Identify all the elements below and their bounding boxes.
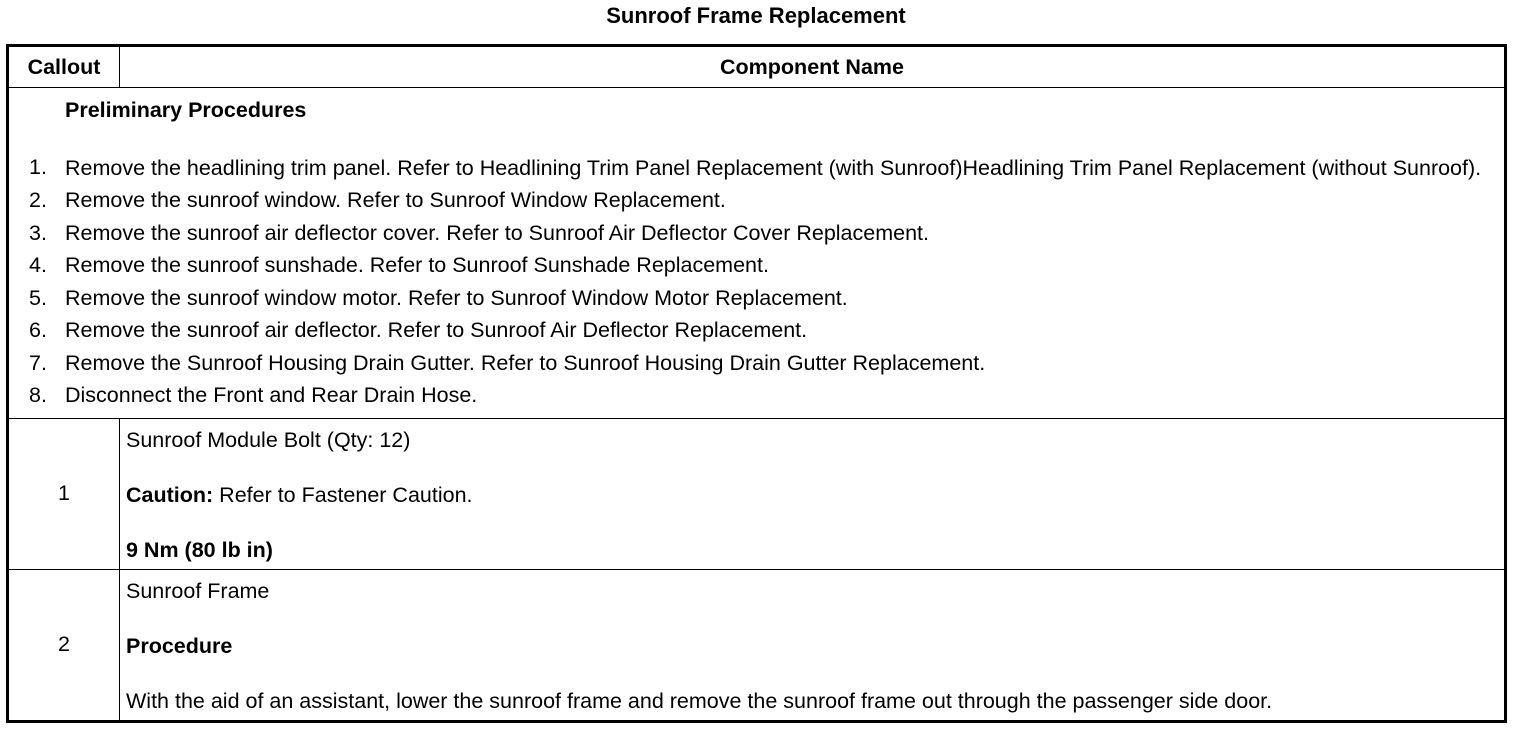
step-text: Disconnect the Front and Rear Drain Hose. xyxy=(65,383,478,407)
step-number: 7. xyxy=(29,350,47,375)
step-number: 6. xyxy=(29,318,47,342)
table-row xyxy=(8,418,1506,569)
table-header-row xyxy=(8,46,1506,88)
procedure-label: Procedure xyxy=(126,633,233,658)
caution-label: Caution: xyxy=(126,482,214,507)
step-number: 1. xyxy=(29,155,47,179)
step-number: 2. xyxy=(29,188,47,212)
callout-number: 1 xyxy=(8,418,120,569)
step-text: Remove the Sunroof Housing Drain Gutter. Refer to Sunroof Housing Drain Gutter Replacement. xyxy=(65,350,986,375)
step-number: 8. xyxy=(29,383,47,407)
step-text: Remove the sunroof air deflector. Refer to Sunroof Air Deflector Replacement. xyxy=(65,318,808,342)
callout-header: Callout xyxy=(8,46,120,88)
step-number: 3. xyxy=(29,220,47,245)
step-number: 5. xyxy=(29,285,47,310)
list-item xyxy=(29,217,1494,250)
torque-spec: 9 Nm (80 lb in) xyxy=(126,537,273,562)
list-item xyxy=(29,249,1494,282)
component-cell xyxy=(120,569,1506,721)
list-item xyxy=(29,151,1494,184)
caution-text: Refer to Fastener Caution. xyxy=(213,482,473,507)
preliminary-heading: Preliminary Procedures xyxy=(65,98,307,122)
list-item xyxy=(29,347,1494,380)
callout-number: 2 xyxy=(8,569,120,721)
procedure-text: With the aid of an assistant, lower the sunroof frame and remove the sunroof frame out through the passenger side door. xyxy=(126,688,1273,713)
preliminary-steps-list xyxy=(29,151,1494,412)
list-item xyxy=(29,184,1494,217)
table-row xyxy=(8,569,1506,721)
component-name: Sunroof Frame xyxy=(126,578,270,603)
step-text: Remove the headlining trim panel. Refer to Headlining Trim Panel Replacement (with Sunroof)Headlining Trim Panel Replacement (without Sunroof). xyxy=(65,156,1482,180)
preliminary-row xyxy=(8,88,1506,419)
list-item xyxy=(29,379,1494,412)
step-text: Remove the sunroof sunshade. Refer to Sunroof Sunshade Replacement. xyxy=(65,253,769,277)
caution-note xyxy=(126,482,1498,508)
step-text: Remove the sunroof window motor. Refer to Sunroof Window Motor Replacement. xyxy=(65,285,848,310)
list-item xyxy=(29,282,1494,315)
list-item xyxy=(29,314,1494,347)
component-name-header: Component Name xyxy=(120,46,1506,88)
step-text: Remove the sunroof window. Refer to Sunroof Window Replacement. xyxy=(65,188,726,212)
page-title: Sunroof Frame Replacement xyxy=(606,3,906,28)
component-cell xyxy=(120,418,1506,569)
procedure-table xyxy=(6,44,1507,723)
step-number: 4. xyxy=(29,253,47,277)
step-text: Remove the sunroof air deflector cover. Refer to Sunroof Air Deflector Cover Replacement. xyxy=(65,220,929,245)
preliminary-cell xyxy=(8,88,1506,419)
component-name: Sunroof Module Bolt (Qty: 12) xyxy=(126,427,411,452)
